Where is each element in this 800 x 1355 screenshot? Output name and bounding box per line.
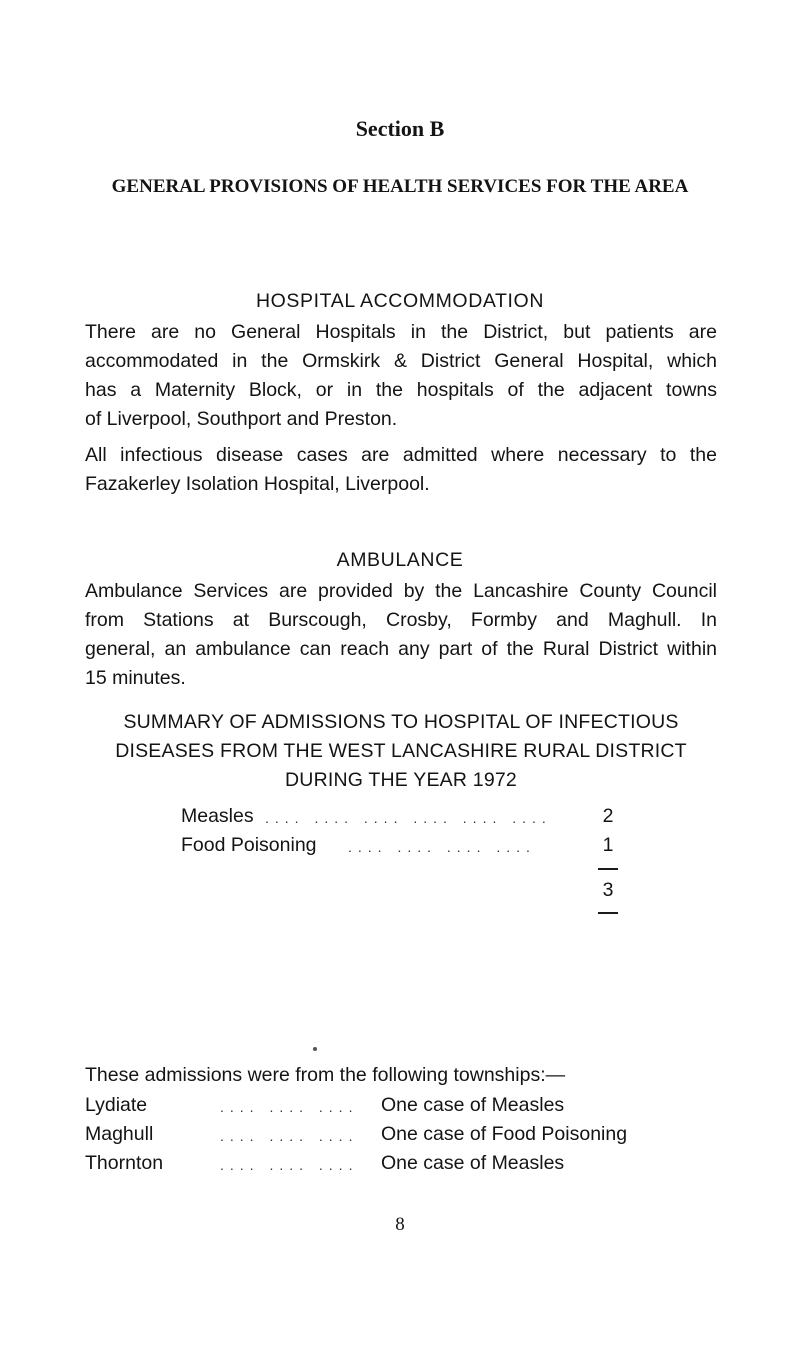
summary-heading [85, 708, 717, 795]
hospital-paragraph-1 [85, 318, 717, 434]
township-detail: One case of Measles [381, 1152, 565, 1174]
text-line: has a Maternity Block, or in the hospitals of the adjacent towns [85, 379, 717, 401]
text-line: accommodated in the Ormskirk & District General Hospital, which [85, 350, 717, 372]
township-name: Maghull [85, 1123, 154, 1145]
text-line: general, an ambulance can reach any part of the Rural District within [85, 638, 717, 660]
text-line: All infectious disease cases are admitted where necessary to the [85, 444, 717, 466]
text-line: Fazakerley Isolation Hospital, Liverpool. [85, 473, 430, 495]
main-heading: GENERAL PROVISIONS OF HEALTH SERVICES FOR THE AREA [111, 176, 689, 197]
print-speck [313, 1047, 317, 1051]
hospital-paragraph-2 [85, 441, 717, 499]
summary-row-count: 2 [602, 805, 614, 827]
summary-row-label: Measles [181, 805, 254, 827]
section-label: Section B [355, 116, 445, 141]
summary-row-count: 1 [602, 834, 614, 856]
text-line: Ambulance Services are provided by the Lancashire County Council [85, 580, 717, 602]
ambulance-paragraph [85, 577, 717, 693]
text-line: 15 minutes. [85, 667, 186, 689]
summary-heading-line: DURING THE YEAR 1972 [285, 769, 517, 791]
text-line: There are no General Hospitals in the District, but patients are [85, 321, 717, 343]
text-line: from Stations at Burscough, Crosby, Formby and Maghull. In [85, 609, 717, 631]
page-number: 8 [395, 1214, 405, 1235]
total-rule-bottom [598, 912, 618, 914]
summary-heading-line: SUMMARY OF ADMISSIONS TO HOSPITAL OF INFECTIOUS [123, 711, 679, 733]
dot-leader: .... .... .... [220, 1157, 359, 1173]
township-name: Thornton [85, 1152, 164, 1174]
township-detail: One case of Measles [381, 1094, 565, 1116]
ambulance-heading: AMBULANCE [336, 549, 464, 571]
summary-heading-line: DISEASES FROM THE WEST LANCASHIRE RURAL DISTRICT [115, 740, 687, 762]
text-line: of Liverpool, Southport and Preston. [85, 408, 398, 430]
dot-leader: .... .... .... [220, 1128, 359, 1144]
total-rule-top [598, 868, 618, 870]
dot-leader: .... .... .... .... .... .... [265, 810, 552, 826]
township-detail: One case of Food Poisoning [381, 1123, 628, 1145]
summary-row-label: Food Poisoning [181, 834, 317, 856]
township-name: Lydiate [85, 1094, 148, 1116]
summary-total: 3 [602, 879, 614, 901]
dot-leader: .... .... .... [220, 1099, 359, 1115]
hospital-heading: HOSPITAL ACCOMMODATION [255, 290, 545, 312]
townships-intro: These admissions were from the following townships:— [85, 1064, 566, 1086]
dot-leader: .... .... .... .... [348, 839, 536, 855]
